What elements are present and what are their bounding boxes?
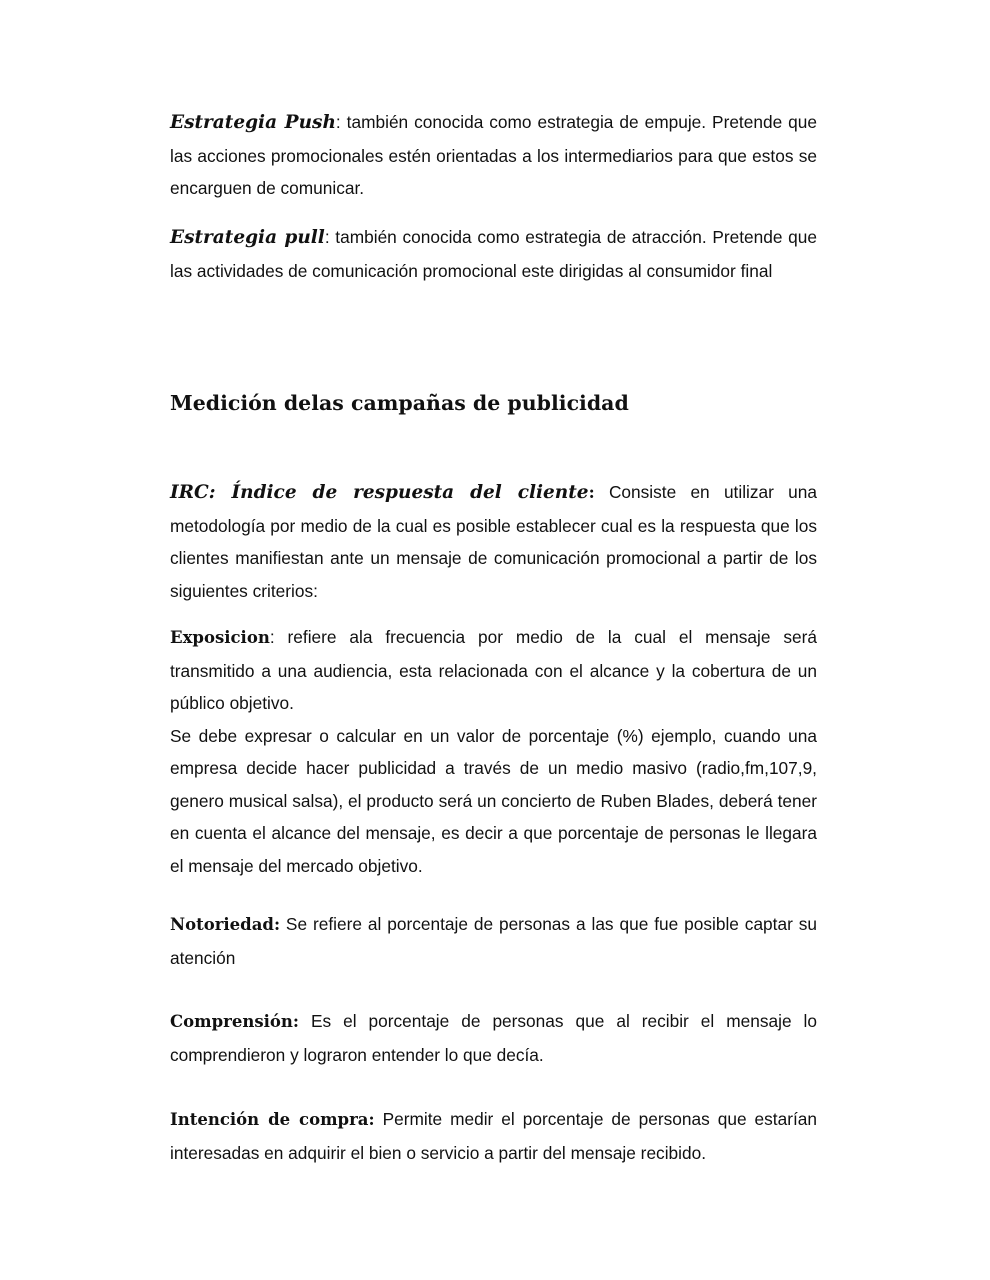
intencion-label: Intención de compra:: [170, 1110, 375, 1129]
notoriedad-text: Se refiere al porcentaje de personas a las que fue posible captar su atención: [170, 914, 817, 968]
push-strategy-text: : también conocida como estrategia de empuje. Pretende que las acciones promocionales estén orientadas a los intermediarios para que estos se encarguen de comunicar.: [170, 112, 817, 198]
section-heading: Medición delas campañas de publicidad: [170, 391, 629, 415]
comprension-paragraph: [170, 1005, 817, 1071]
intencion-text: Permite medir el porcentaje de personas que estarían interesadas en adquirir el bien o servicio a partir del mensaje recibido.: [170, 1109, 817, 1163]
push-strategy-paragraph: [170, 106, 817, 205]
intencion-paragraph: [170, 1103, 817, 1169]
exposicion-example-text: Se debe expresar o calcular en un valor de porcentaje (%) ejemplo, cuando una empresa decide hacer publicidad a través de un medio masivo (radio,fm,107,9, genero musical salsa), el producto será un concierto de Ruben Blades, deberá tener en cuenta el alcance del mensaje, es decir a que porcentaje de personas le llegara el mensaje del mercado objetivo.: [170, 725, 817, 876]
exposicion-text: : refiere ala frecuencia por medio de la cual el mensaje será transmitido a una audiencia, esta relacionada con el alcance y la cobertura de un público objetivo.: [170, 627, 817, 713]
comprension-label: Comprensión:: [170, 1012, 299, 1031]
comprension-text: Es el porcentaje de personas que al recibir el mensaje lo comprendieron y lograron entender lo que decía.: [170, 1011, 817, 1065]
notoriedad-label: Notoriedad:: [170, 915, 281, 934]
irc-paragraph: [170, 476, 817, 607]
pull-strategy-paragraph: [170, 221, 817, 287]
irc-text: Consiste en utilizar una metodología por medio de la cual es posible establecer cual es la respuesta que los clientes manifiestan ante un mensaje de comunicación promocional a partir de los siguientes criterios:: [170, 482, 817, 601]
pull-strategy-text: : también conocida como estrategia de atracción. Pretende que las actividades de comunicación promocional este dirigidas al consumidor final: [170, 227, 817, 281]
irc-colon: :: [588, 483, 595, 502]
push-strategy-label: Estrategia Push: [170, 112, 336, 133]
irc-label: IRC: Índice de respuesta del cliente: [170, 482, 589, 503]
document-page: [170, 0, 817, 1280]
exposicion-label: Exposicion: [170, 628, 270, 647]
notoriedad-paragraph: [170, 908, 817, 974]
exposicion-paragraph: [170, 621, 817, 882]
pull-strategy-label: Estrategia pull: [170, 227, 325, 248]
